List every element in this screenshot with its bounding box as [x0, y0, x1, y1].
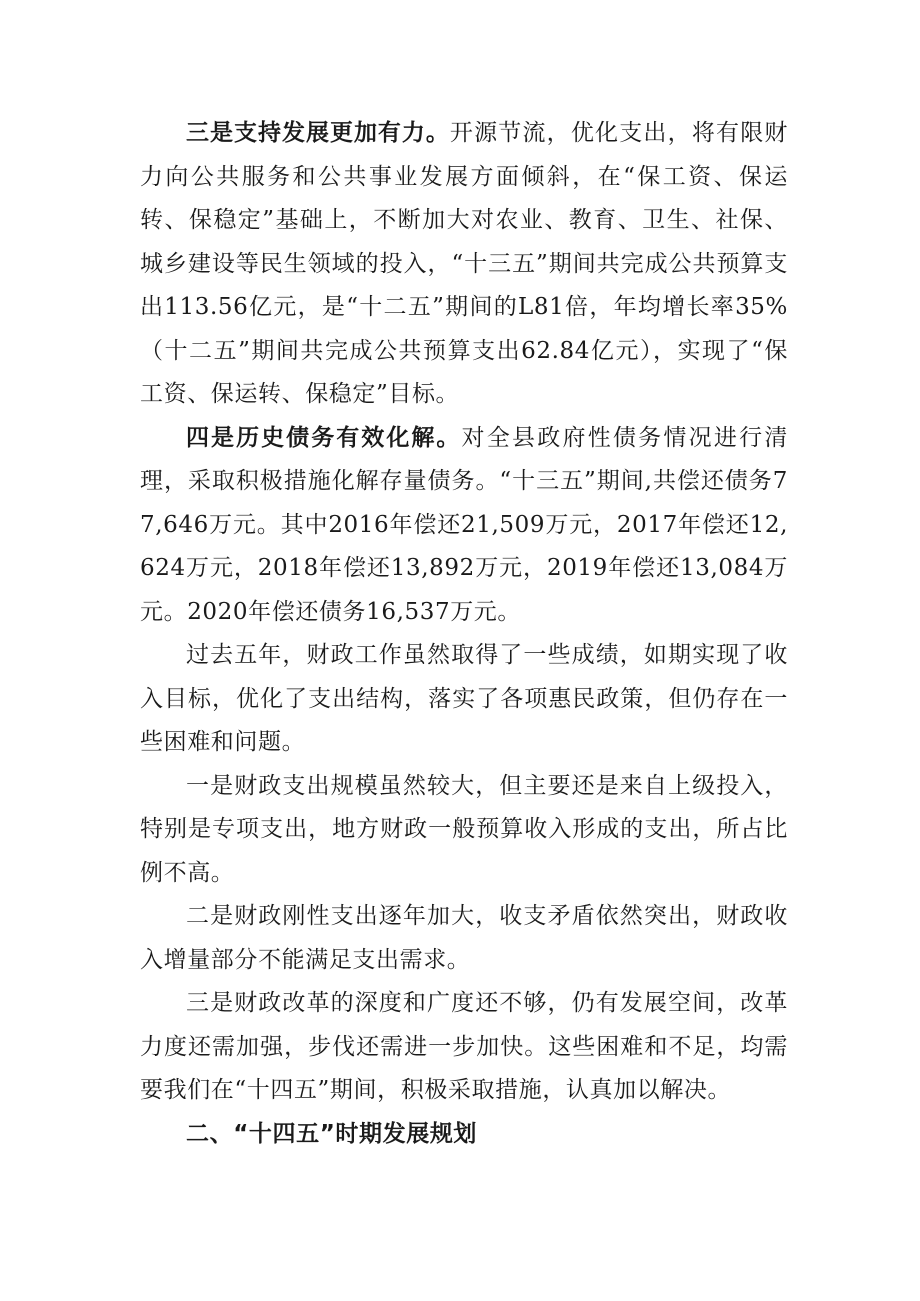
- paragraph-support-development: [140, 112, 788, 417]
- paragraph-text: 开源节流，优化支出，将有限财力向公共服务和公共事业发展方面倾斜，在“保工资、保运转、保稳定”基础上，不断加大对农业、教育、卫生、社保、城乡建设等民生领域的投入，“十三五”期间共完成公共预算支出113.56亿元，是“十二五”期间的L81倍，年均增长率35%（十二五”期间共完成公共预算支出62.84亿元），实现了“保工资、保运转、保稳定”目标。: [140, 120, 788, 407]
- paragraph-text: 对全县政府性债务情况进行清理，采取积极措施化解存量债务。“十三五”期间,共偿还债务77,646万元。其中2016年偿还21,509万元，2017年偿还12,624万元，2018年偿还13,892万元，2019年偿还13,084万元。2020年偿还债务16,537万元。: [140, 424, 788, 625]
- paragraph-problem-two: [140, 895, 788, 982]
- document-body: [140, 112, 788, 1156]
- paragraph-text: 过去五年，财政工作虽然取得了一些成绩，如期实现了收入目标，优化了支出结构，落实了各项惠民政策，但仍存在一些困难和问题。: [140, 642, 788, 755]
- paragraph-text: 一是财政支出规模虽然较大，但主要还是来自上级投入，特别是专项支出，地方财政一般预算收入形成的支出，所占比例不高。: [140, 772, 788, 886]
- paragraph-debt-resolution: [140, 417, 788, 635]
- paragraph-lead: 三是支持发展更加有力。: [186, 120, 450, 146]
- section-heading: 二、“十四五”时期发展规划: [186, 1120, 478, 1147]
- paragraph-lead: 四是历史债务有效化解。: [186, 424, 462, 451]
- paragraph-past-five-years: [140, 634, 788, 765]
- paragraph-problem-one: [140, 765, 788, 896]
- paragraph-text: 二是财政刚性支出逐年加大，收支矛盾依然突出，财政收入增量部分不能满足支出需求。: [140, 903, 788, 973]
- paragraph-text: 三是财政改革的深度和广度还不够，仍有发展空间，改革力度还需加强，步伐还需进一步加快。这些困难和不足，均需要我们在“十四五”期间，积极采取措施，认真加以解决。: [140, 990, 788, 1103]
- paragraph-problem-three: [140, 982, 788, 1113]
